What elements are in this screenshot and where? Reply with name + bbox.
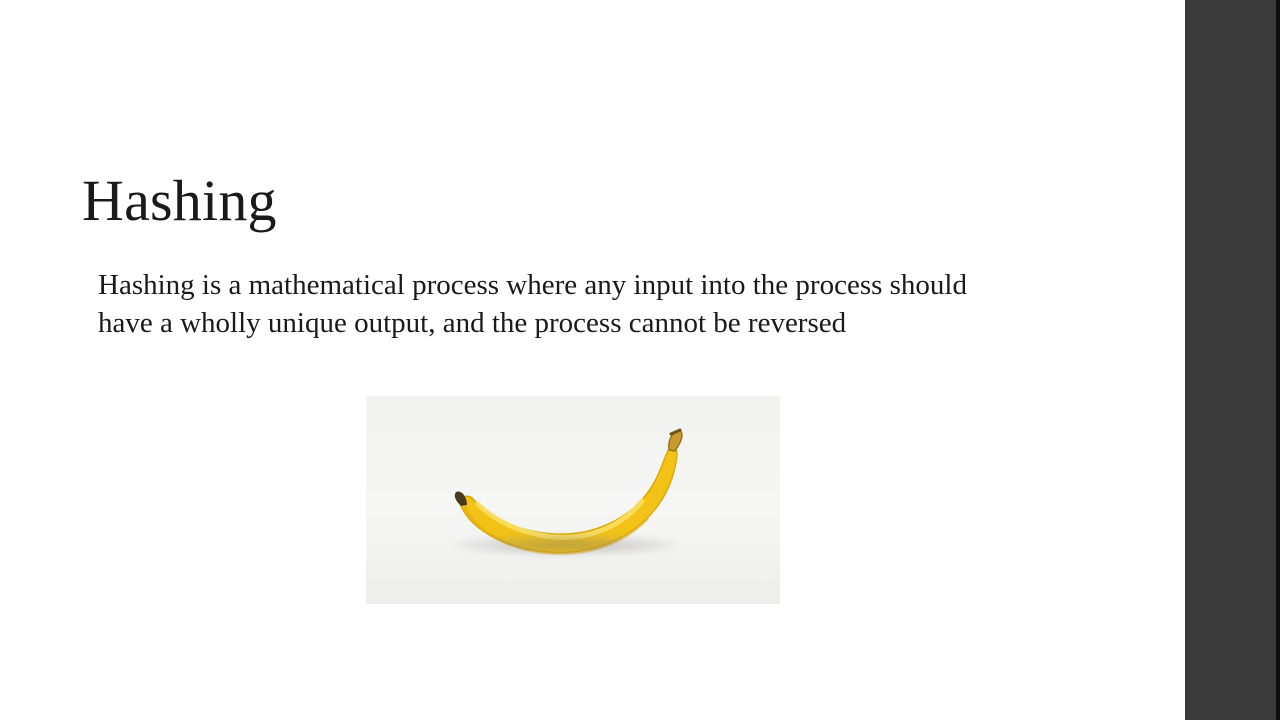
banana-illustration <box>366 396 780 604</box>
banana-photo <box>366 396 780 604</box>
page-title: Hashing <box>82 167 277 233</box>
body-paragraph: Hashing is a mathematical process where any input into the process should have a wholly unique output, and the process cannot be reversed <box>98 269 967 339</box>
right-decorative-band <box>1185 0 1280 720</box>
right-edge-strip <box>1276 0 1280 720</box>
banana-icon <box>366 396 780 604</box>
banana-shadow <box>456 534 676 556</box>
